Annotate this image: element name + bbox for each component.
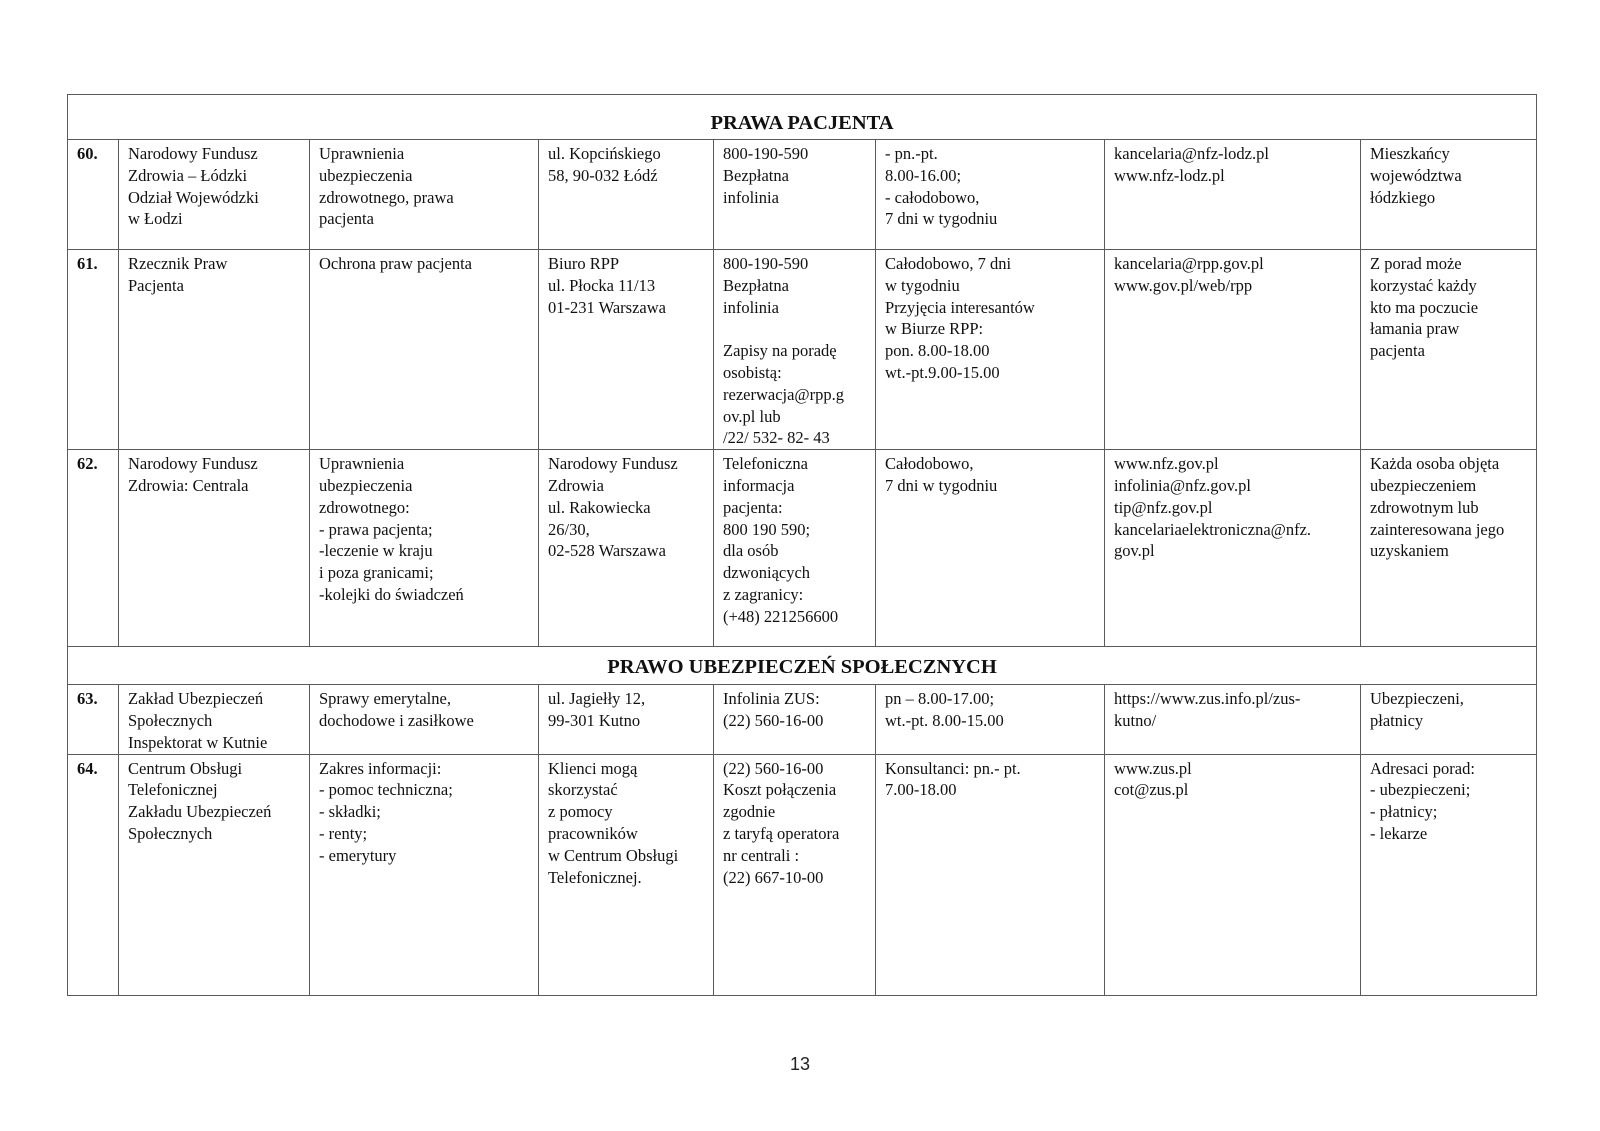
address-cell: Biuro RPP ul. Płocka 11/13 01-231 Warszawa (539, 250, 714, 450)
phone-cell: (22) 560-16-00 Koszt połączenia zgodnie z taryfą operatora nr centrali : (22) 667-10-00 (714, 754, 876, 995)
institution-cell: Zakład Ubezpieczeń Społecznych Inspektorat w Kutnie (119, 685, 310, 754)
hours-cell: Całodobowo, 7 dni w tygodniu (876, 450, 1105, 647)
contact-cell: https://www.zus.info.pl/zus- kutno/ (1105, 685, 1361, 754)
institution-cell: Narodowy Fundusz Zdrowia – Łódzki Odział Wojewódzki w Łodzi (119, 140, 310, 250)
row-number: 60. (68, 140, 119, 250)
address-cell: Klienci mogą skorzystać z pomocy pracowników w Centrum Obsługi Telefonicznej. (539, 754, 714, 995)
scope-cell: Uprawnienia ubezpieczenia zdrowotnego: - prawa pacjenta; -leczenie w kraju i poza granicami; -kolejki do świadczeń (310, 450, 539, 647)
page-number: 13 (789, 1054, 811, 1074)
address-cell: ul. Kopcińskiego 58, 90-032 Łódź (539, 140, 714, 250)
document-table-container (67, 94, 1536, 996)
phone-cell: 800-190-590 Bezpłatna infolinia Zapisy na poradę osobistą: rezerwacja@rpp.g ov.pl lub /22/ 532- 82- 43 (714, 250, 876, 450)
audience-cell: Z porad może korzystać każdy kto ma poczucie łamania praw pacjenta (1361, 250, 1537, 450)
audience-cell: Ubezpieczeni, płatnicy (1361, 685, 1537, 754)
address-cell: Narodowy Fundusz Zdrowia ul. Rakowiecka 26/30, 02-528 Warszawa (539, 450, 714, 647)
phone-cell: Infolinia ZUS: (22) 560-16-00 (714, 685, 876, 754)
scope-cell: Uprawnienia ubezpieczenia zdrowotnego, prawa pacjenta (310, 140, 539, 250)
contact-cell: kancelaria@rpp.gov.pl www.gov.pl/web/rpp (1105, 250, 1361, 450)
section-title: PRAWO UBEZPIECZEŃ SPOŁECZNYCH (68, 647, 1537, 685)
table-row (68, 754, 1537, 995)
hours-cell: Całodobowo, 7 dni w tygodniu Przyjęcia interesantów w Biurze RPP: pon. 8.00-18.00 wt.-pt.9.00-15.00 (876, 250, 1105, 450)
phone-cell: 800-190-590 Bezpłatna infolinia (714, 140, 876, 250)
section-header-row (68, 647, 1537, 685)
audience-cell: Każda osoba objęta ubezpieczeniem zdrowotnym lub zainteresowana jego uzyskaniem (1361, 450, 1537, 647)
section-title: PRAWA PACJENTA (68, 95, 1537, 140)
scope-cell: Sprawy emerytalne, dochodowe i zasiłkowe (310, 685, 539, 754)
contact-cell: kancelaria@nfz-lodz.pl www.nfz-lodz.pl (1105, 140, 1361, 250)
table-row (68, 250, 1537, 450)
table-row (68, 140, 1537, 250)
institutions-table (67, 94, 1537, 996)
contact-cell: www.nfz.gov.pl infolinia@nfz.gov.pl tip@nfz.gov.pl kancelariaelektroniczna@nfz. gov.pl (1105, 450, 1361, 647)
hours-cell: - pn.-pt. 8.00-16.00; - całodobowo, 7 dni w tygodniu (876, 140, 1105, 250)
scope-cell: Zakres informacji: - pomoc techniczna; - składki; - renty; - emerytury (310, 754, 539, 995)
row-number: 63. (68, 685, 119, 754)
row-number: 61. (68, 250, 119, 450)
institution-cell: Rzecznik Praw Pacjenta (119, 250, 310, 450)
row-number: 64. (68, 754, 119, 995)
audience-cell: Mieszkańcy województwa łódzkiego (1361, 140, 1537, 250)
hours-cell: pn – 8.00-17.00; wt.-pt. 8.00-15.00 (876, 685, 1105, 754)
row-number: 62. (68, 450, 119, 647)
institution-cell: Narodowy Fundusz Zdrowia: Centrala (119, 450, 310, 647)
section-header-row (68, 95, 1537, 140)
scope-cell: Ochrona praw pacjenta (310, 250, 539, 450)
address-cell: ul. Jagiełły 12, 99-301 Kutno (539, 685, 714, 754)
institution-cell: Centrum Obsługi Telefonicznej Zakładu Ubezpieczeń Społecznych (119, 754, 310, 995)
phone-cell: Telefoniczna informacja pacjenta: 800 190 590; dla osób dzwoniących z zagranicy: (+48) 221256600 (714, 450, 876, 647)
table-row (68, 685, 1537, 754)
contact-cell: www.zus.pl cot@zus.pl (1105, 754, 1361, 995)
audience-cell: Adresaci porad: - ubezpieczeni; - płatnicy; - lekarze (1361, 754, 1537, 995)
table-row (68, 450, 1537, 647)
hours-cell: Konsultanci: pn.- pt. 7.00-18.00 (876, 754, 1105, 995)
